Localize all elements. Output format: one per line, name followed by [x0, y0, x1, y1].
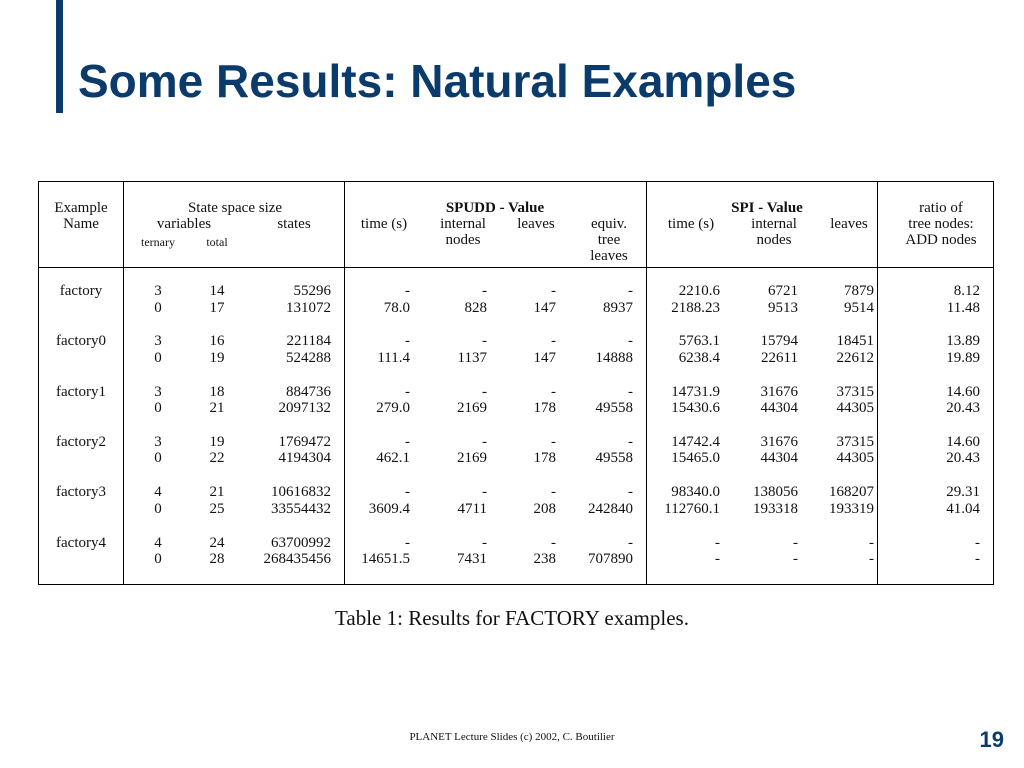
column-divider [123, 182, 124, 584]
table-cell: 19 [209, 349, 225, 366]
table-cell: - [793, 551, 798, 567]
table-cell: - [482, 534, 487, 551]
table-cell: - [715, 551, 720, 567]
table-cell: 147 [533, 349, 556, 366]
table-cell: 828 [464, 299, 487, 316]
table-cell: - [551, 283, 556, 299]
table-cell: 2169 [457, 450, 487, 467]
table-cell: 4 [154, 484, 162, 501]
table-cell: 63700992 [271, 534, 331, 551]
table-caption: Table 1: Results for FACTORY examples. [335, 606, 689, 630]
table-cell: 41.04 [946, 500, 980, 517]
table-cell: 14742.4 [671, 433, 720, 450]
table-cell: - [628, 534, 633, 551]
table-cell: 3 [154, 283, 162, 299]
page-number: 19 [979, 727, 1004, 752]
table-cell: 22611 [761, 349, 798, 366]
table-cell: 3 [154, 383, 162, 400]
results-table [38, 181, 994, 585]
header-spi-leaves: leaves [830, 216, 868, 232]
header-spudd-time: time (s) [360, 216, 408, 232]
header-spudd-equiv: equiv. [590, 216, 628, 232]
table-cell: 14.60 [946, 383, 980, 400]
table-cell: 9513 [768, 299, 798, 316]
table-cell: - [405, 283, 410, 299]
table-cell: 19.89 [946, 349, 980, 366]
table-cell: 462.1 [376, 450, 410, 467]
table-cell: 4711 [457, 500, 487, 517]
table-cell: 2169 [457, 400, 487, 417]
table-cell: 0 [154, 551, 162, 567]
table-cell: 4194304 [278, 450, 331, 467]
table-cell: - [405, 433, 410, 450]
table-cell: 17 [209, 299, 225, 316]
table-cell: 8.12 [953, 283, 980, 299]
table-cell: - [628, 333, 633, 350]
table-cell: 18 [209, 383, 225, 400]
table-cell: 44304 [760, 450, 798, 467]
table-cell: 22612 [836, 349, 874, 366]
table-cell: 2210.6 [678, 283, 720, 299]
table-cell: 37315 [836, 433, 874, 450]
table-cell: 15465.0 [671, 450, 720, 467]
table-cell: - [405, 333, 410, 350]
table-cell: - [482, 283, 487, 299]
table-cell: - [628, 484, 633, 501]
table-cell: - [715, 534, 720, 551]
header-name: Name [63, 216, 99, 232]
table-cell: 193318 [753, 500, 798, 517]
example-name: factory4 [56, 534, 106, 551]
table-cell: 55296 [293, 283, 331, 299]
table-cell: 14888 [595, 349, 633, 366]
header-total: total [206, 235, 228, 249]
header-ratio-of: ratio of [919, 200, 963, 216]
table-cell: 3 [154, 433, 162, 450]
header-spudd-internal: internal [440, 216, 486, 232]
table-cell: - [405, 484, 410, 501]
table-cell: - [551, 383, 556, 400]
table-cell: 44305 [836, 400, 874, 417]
header-states: states [277, 216, 311, 232]
table-cell: 238 [533, 551, 556, 567]
table-cell: 168207 [829, 484, 874, 501]
header-spi-time: time (s) [667, 216, 715, 232]
table-cell: 5763.1 [678, 333, 720, 350]
table-cell: 0 [154, 500, 162, 517]
table-cell: 24 [209, 534, 225, 551]
table-cell: 112760.1 [664, 500, 720, 517]
table-cell: 20.43 [946, 400, 980, 417]
table-cell: - [405, 534, 410, 551]
table-cell: 29.31 [946, 484, 980, 501]
table-cell: - [551, 484, 556, 501]
table-cell: 0 [154, 349, 162, 366]
header-tree-nodes: tree nodes: [908, 216, 974, 232]
table-cell: - [869, 534, 874, 551]
table-cell: 49558 [595, 400, 633, 417]
table-cell: 524288 [286, 349, 331, 366]
header-state-space: State space size [187, 200, 283, 216]
table-cell: 28 [209, 551, 225, 567]
title-accent-bar [56, 0, 63, 113]
column-divider [344, 182, 345, 584]
table-cell: 0 [154, 400, 162, 417]
table-cell: 3609.4 [368, 500, 410, 517]
header-variables: variables [156, 216, 212, 232]
table-cell: 6721 [768, 283, 798, 299]
table-cell: 7879 [844, 283, 874, 299]
table-cell: - [628, 283, 633, 299]
table-cell: 44305 [836, 450, 874, 467]
table-cell: - [551, 333, 556, 350]
footer-credit: PLANET Lecture Slides (c) 2002, C. Boutilier [409, 731, 615, 743]
header-spudd-nodes: nodes [445, 232, 481, 248]
table-cell: 98340.0 [671, 484, 720, 501]
header-spudd-value: SPUDD - Value [445, 200, 545, 216]
table-cell: 16 [209, 333, 225, 350]
table-cell: 14731.9 [671, 383, 720, 400]
table-cell: 19 [209, 433, 225, 450]
table-cell: 131072 [286, 299, 331, 316]
table-cell: 208 [533, 500, 556, 517]
table-cell: 15430.6 [671, 400, 720, 417]
table-cell: 31676 [760, 433, 798, 450]
table-cell: 31676 [760, 383, 798, 400]
table-cell: 21 [209, 484, 225, 501]
table-cell: 11.48 [946, 299, 980, 316]
table-cell: 707890 [588, 551, 633, 567]
example-name: factory [59, 283, 103, 299]
column-divider [646, 182, 647, 584]
table-cell: - [482, 383, 487, 400]
table-cell: 14 [209, 283, 225, 299]
example-name: factory3 [56, 484, 106, 501]
example-name: factory2 [56, 433, 106, 450]
table-cell: 9514 [844, 299, 874, 316]
slide-title: Some Results: Natural Examples [78, 55, 797, 107]
table-cell: - [551, 433, 556, 450]
table-cell: 13.89 [946, 333, 980, 350]
table-cell: 3 [154, 333, 162, 350]
header-add-nodes: ADD nodes [905, 232, 977, 248]
table-cell: 1769472 [278, 433, 331, 450]
table-cell: 221184 [286, 333, 331, 350]
table-cell: - [482, 433, 487, 450]
table-cell: - [628, 433, 633, 450]
example-name: factory1 [56, 383, 106, 400]
table-cell: 2188.23 [671, 299, 720, 316]
table-cell: - [628, 383, 633, 400]
table-cell: - [405, 383, 410, 400]
table-cell: 0 [154, 299, 162, 316]
table-cell: 147 [533, 299, 556, 316]
table-cell: 4 [154, 534, 162, 551]
table-cell: - [975, 534, 980, 551]
header-example: Example [54, 200, 108, 216]
header-ternary: ternary [141, 235, 175, 249]
table-cell: - [551, 534, 556, 551]
table-cell: 884736 [286, 383, 331, 400]
table-cell: 178 [533, 400, 556, 417]
table-cell: 15794 [760, 333, 798, 350]
table-cell: 193319 [829, 500, 874, 517]
table-cell: 25 [209, 500, 225, 517]
table-cell: 178 [533, 450, 556, 467]
table-cell: 14.60 [946, 433, 980, 450]
table-cell: 37315 [836, 383, 874, 400]
table-cell: - [975, 551, 980, 567]
table-cell: 111.4 [377, 349, 410, 366]
column-divider [877, 182, 878, 584]
table-cell: 78.0 [383, 299, 410, 316]
header-spi-internal: internal [751, 216, 797, 232]
table-cell: - [482, 333, 487, 350]
table-cell: 2097132 [278, 400, 331, 417]
header-spi-value: SPI - Value [731, 200, 803, 216]
header-divider [39, 267, 993, 268]
table-cell: 22 [209, 450, 225, 467]
table-cell: 18451 [836, 333, 874, 350]
table-cell: 242840 [588, 500, 633, 517]
table-cell: - [869, 551, 874, 567]
table-cell: 49558 [595, 450, 633, 467]
table-cell: 268435456 [263, 551, 331, 567]
header-spudd-leaves: leaves [517, 216, 555, 232]
table-cell: - [793, 534, 798, 551]
table-cell: 44304 [760, 400, 798, 417]
table-cell: 7431 [457, 551, 487, 567]
header-spi-nodes: nodes [756, 232, 792, 248]
table-cell: 8937 [603, 299, 633, 316]
table-cell: - [482, 484, 487, 501]
table-cell: 21 [209, 400, 225, 417]
table-cell: 1137 [457, 349, 487, 366]
table-cell: 0 [154, 450, 162, 467]
header-spudd-tree: tree [597, 232, 621, 248]
example-name: factory0 [56, 333, 106, 350]
table-cell: 279.0 [376, 400, 410, 417]
header-spudd-equiv-leaves: leaves [590, 248, 628, 264]
table-cell: 6238.4 [678, 349, 720, 366]
table-cell: 10616832 [271, 484, 331, 501]
table-cell: 33554432 [271, 500, 331, 517]
table-cell: 14651.5 [361, 551, 410, 567]
table-cell: 138056 [753, 484, 798, 501]
table-cell: 20.43 [946, 450, 980, 467]
